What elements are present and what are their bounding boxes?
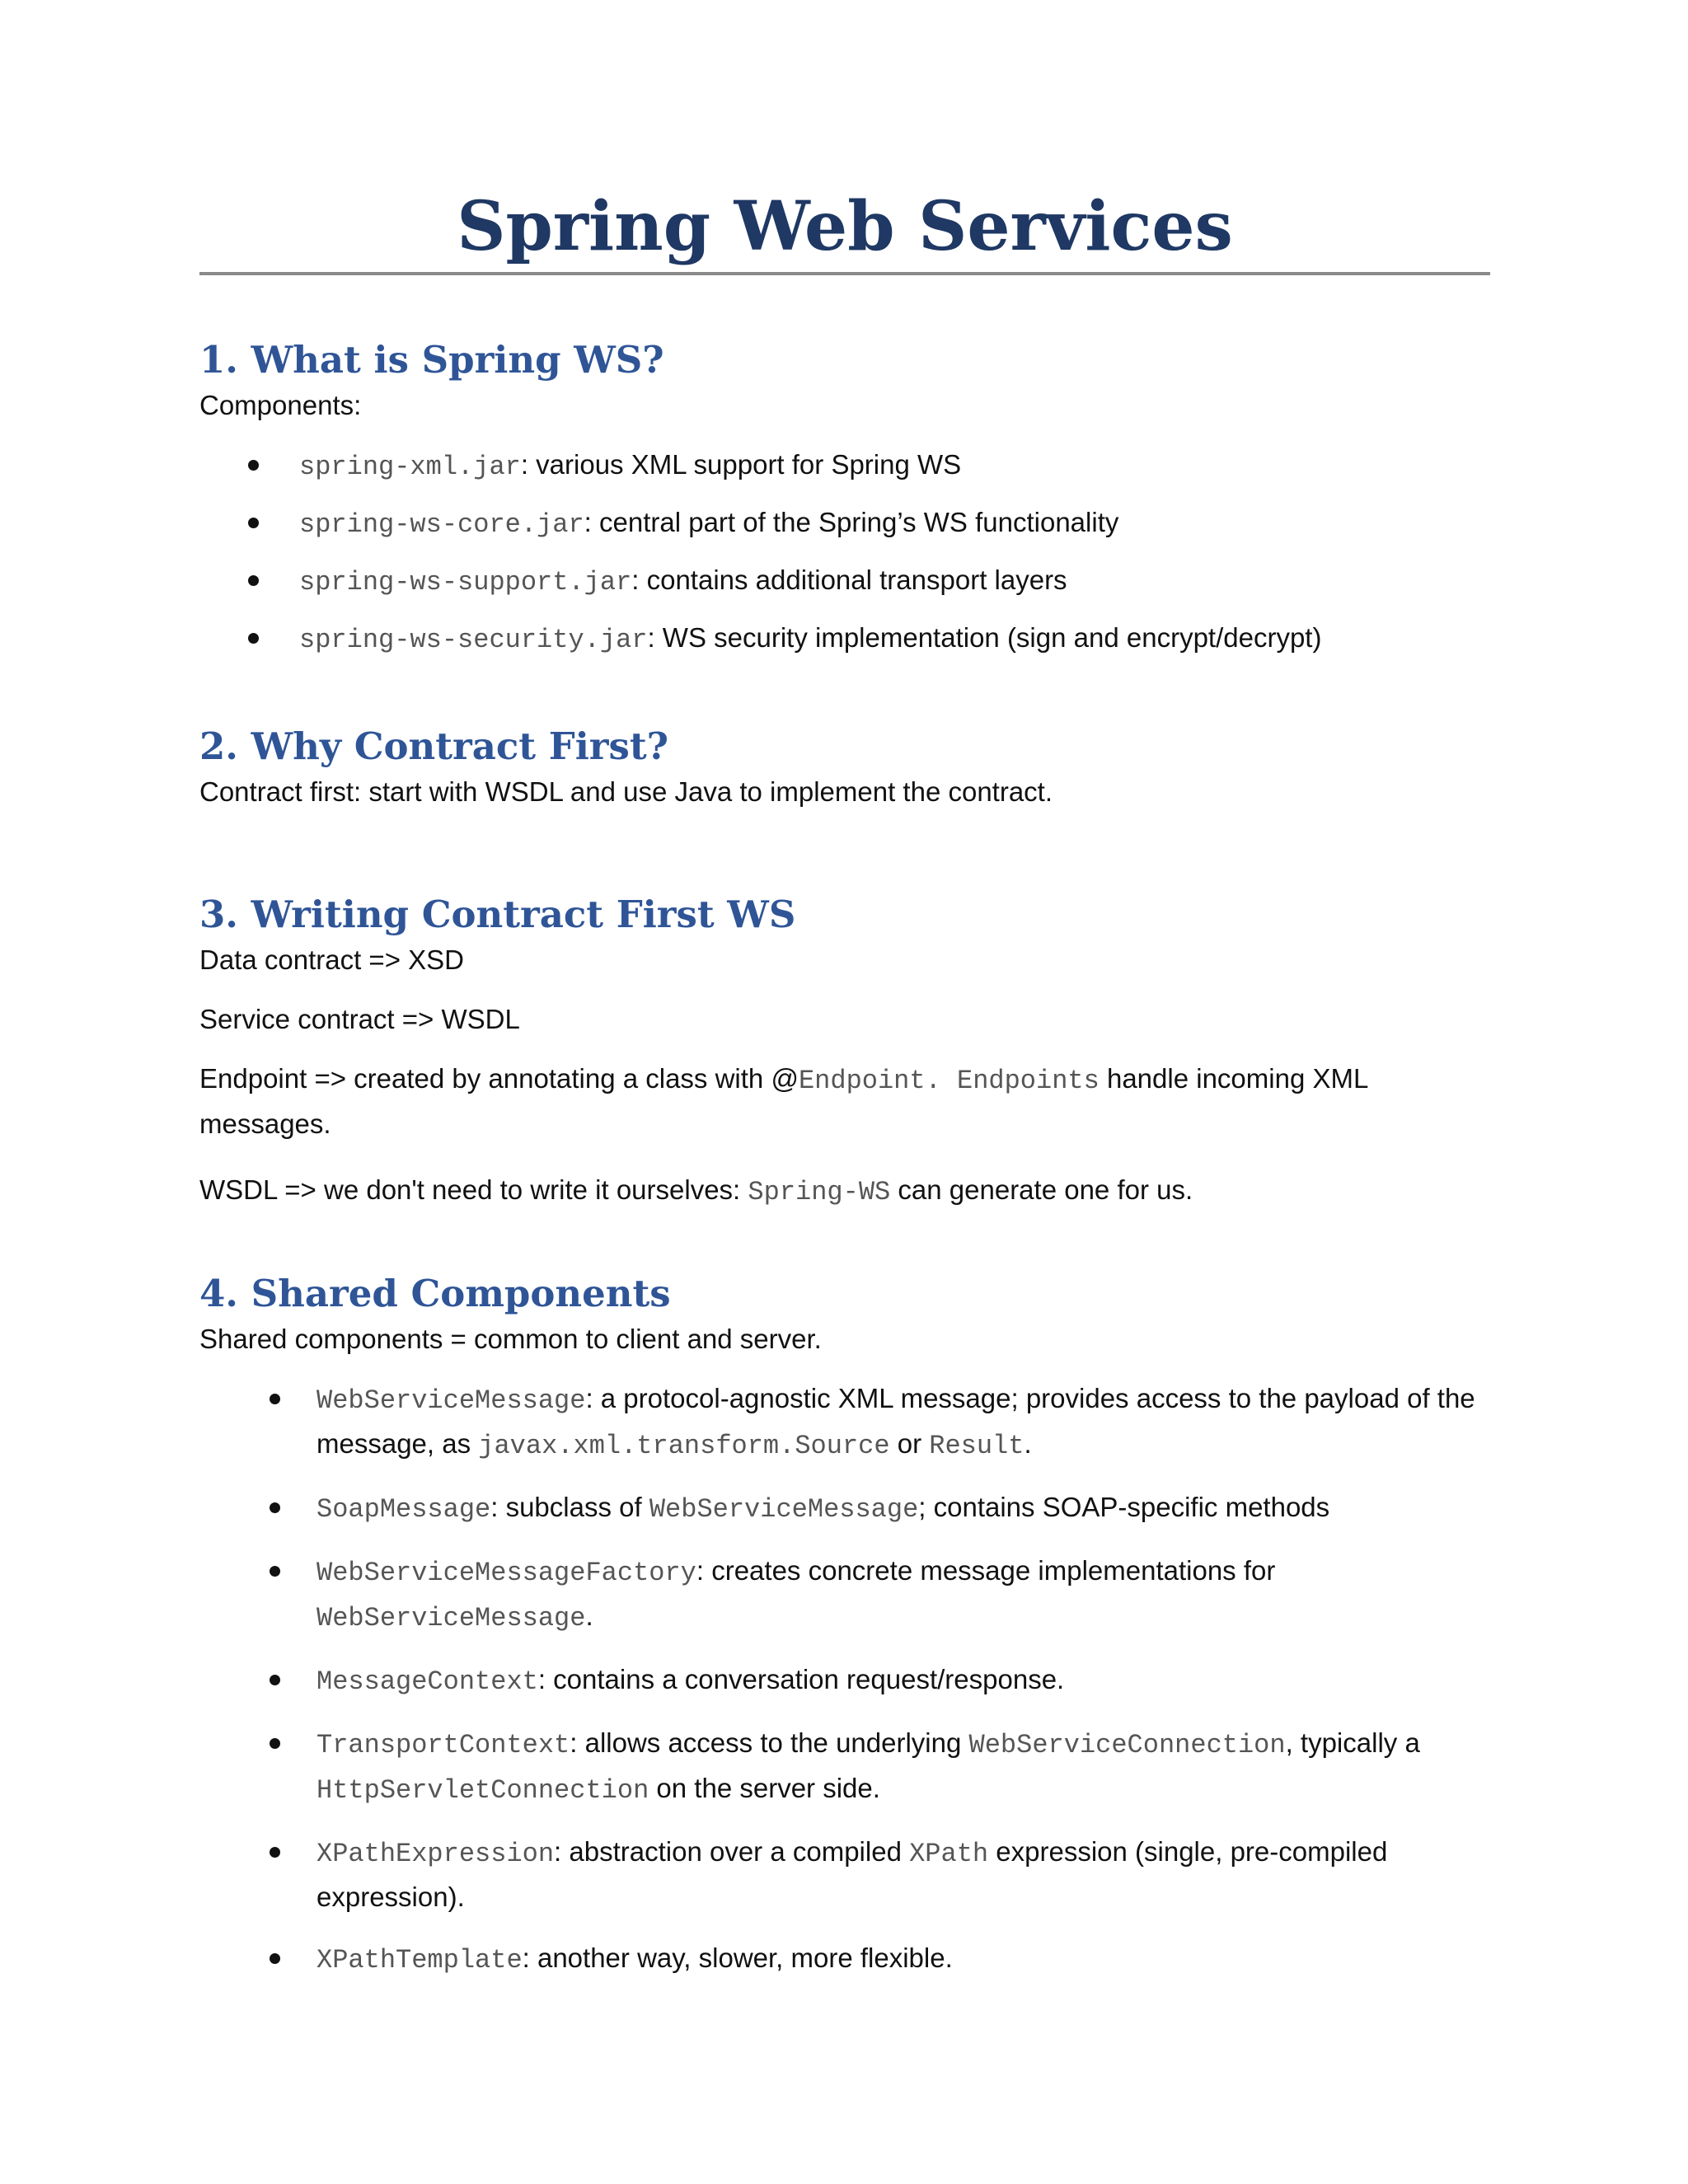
section-intro: Components:: [199, 390, 362, 421]
bullet-icon: [270, 1847, 280, 1858]
jar-name: spring-ws-security.jar: [299, 625, 648, 656]
list-item: [199, 1486, 1490, 1531]
code-run: Endpoint. Endpoints: [798, 1066, 1100, 1097]
text-run: : a protocol-agnostic XML message; provides access to the payload of the message, as: [316, 1383, 1475, 1460]
components-list: [199, 443, 1490, 662]
text-run: : contains a conversation request/response.: [537, 1664, 1065, 1695]
text-run: .: [1024, 1428, 1032, 1460]
section-heading: 1. What is Spring WS?: [199, 338, 664, 382]
list-item: [199, 616, 1490, 662]
bullet-icon: [270, 1675, 280, 1685]
code-run: javax.xml.transform.Source: [478, 1431, 890, 1462]
code-run: Spring-WS: [748, 1177, 891, 1208]
code-run: Result: [929, 1431, 1025, 1462]
bullet-icon: [248, 518, 259, 528]
document-title: Spring Web Services: [199, 190, 1490, 275]
code-run: WebServiceMessage: [649, 1494, 919, 1526]
section-heading: 2. Why Contract First?: [199, 724, 669, 769]
list-item: [199, 1377, 1490, 1468]
data-contract-text: Data contract => XSD: [199, 944, 464, 976]
section-why-contract-first: [199, 724, 1490, 813]
bullet-icon: [248, 633, 259, 644]
text-run: or: [889, 1428, 930, 1460]
text-run: : creates concrete message implementations for: [696, 1555, 1276, 1586]
section-heading: 4. Shared Components: [199, 1272, 671, 1316]
bullet-icon: [270, 1502, 280, 1513]
section-intro: Shared components = common to client and server.: [199, 1324, 822, 1355]
jar-name: spring-ws-core.jar: [299, 509, 584, 541]
text-run: : subclass of: [490, 1492, 649, 1523]
text-run: , typically a: [1285, 1727, 1420, 1759]
bullet-icon: [248, 575, 259, 586]
list-item: [199, 443, 1490, 489]
text-run: Endpoint => created by annotating a class with @: [199, 1063, 799, 1094]
wsdl-text: [199, 1169, 1490, 1214]
section-what-is-spring-ws: [199, 338, 1490, 662]
text-run: can generate one for us.: [890, 1174, 1193, 1206]
class-name: SoapMessage: [316, 1494, 491, 1526]
class-name: MessageContext: [316, 1666, 538, 1698]
section-shared-components: [199, 1272, 1490, 1982]
section-heading: 3. Writing Contract First WS: [199, 893, 796, 937]
code-run: XPath: [909, 1839, 989, 1870]
code-run: WebServiceMessage: [316, 1603, 586, 1634]
service-contract-text: Service contract => WSDL: [199, 1004, 520, 1035]
section-text: Contract first: start with WSDL and use Java to implement the contract.: [199, 776, 1053, 808]
bullet-icon: [248, 460, 259, 471]
endpoint-text: [199, 1057, 1490, 1146]
class-name: XPathTemplate: [316, 1945, 523, 1976]
text-run: ; contains SOAP-specific methods: [918, 1492, 1330, 1523]
class-name: WebServiceMessageFactory: [316, 1558, 696, 1589]
document-page: [199, 187, 1490, 2000]
jar-name: spring-ws-support.jar: [299, 567, 632, 598]
text-run: handle incoming XML messages.: [199, 1063, 1368, 1140]
text-run: : another way, slower, more flexible.: [522, 1943, 953, 1974]
text-run: WSDL => we don't need to write it ourselves:: [199, 1174, 748, 1206]
item-description: : WS security implementation (sign and encrypt/decrypt): [647, 622, 1322, 654]
bullet-icon: [270, 1566, 280, 1577]
list-item: [199, 1549, 1490, 1640]
class-name: XPathExpression: [316, 1839, 555, 1870]
text-run: expression (single, pre-compiled expression).: [316, 1836, 1388, 1913]
list-item: [199, 1937, 1490, 1982]
list-item: [199, 501, 1490, 546]
item-description: : central part of the Spring’s WS functionality: [584, 507, 1119, 538]
list-item: [199, 1658, 1490, 1704]
text-run: on the server side.: [649, 1773, 880, 1804]
item-description: : various XML support for Spring WS: [520, 449, 962, 480]
section-writing-contract-first-ws: [199, 893, 1490, 1214]
shared-components-list: [199, 1377, 1490, 1982]
bullet-icon: [270, 1738, 280, 1749]
bullet-icon: [270, 1394, 280, 1404]
text-run: : abstraction over a compiled: [554, 1836, 910, 1868]
list-item: [199, 559, 1490, 604]
class-name: WebServiceMessage: [316, 1385, 586, 1417]
list-item: [199, 1722, 1490, 1812]
bullet-icon: [270, 1953, 280, 1964]
code-run: WebServiceConnection: [968, 1730, 1286, 1761]
code-run: HttpServletConnection: [316, 1775, 649, 1807]
item-description: : contains additional transport layers: [631, 565, 1067, 596]
class-name: TransportContext: [316, 1730, 570, 1761]
list-item: [199, 1830, 1490, 1919]
jar-name: spring-xml.jar: [299, 452, 521, 483]
text-run: : allows access to the underlying: [570, 1727, 969, 1759]
text-run: .: [585, 1601, 593, 1632]
